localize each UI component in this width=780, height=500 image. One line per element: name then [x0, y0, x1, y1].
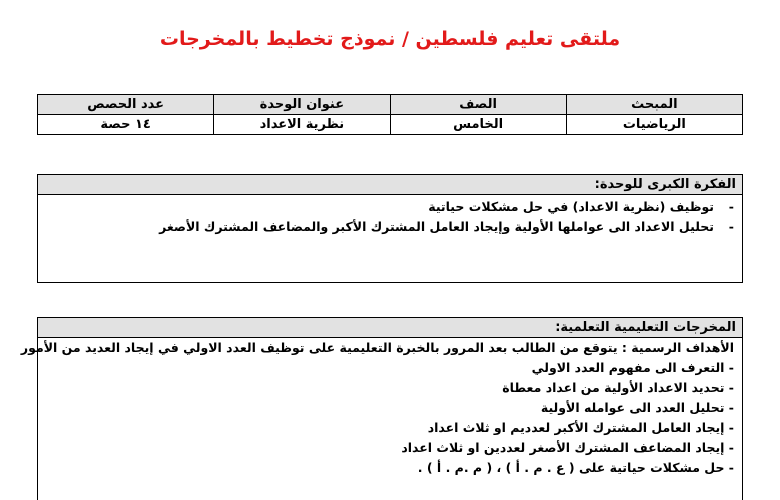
- value-subject: الرياضيات: [566, 115, 742, 135]
- list-item: - تحليل الاعداد الى عواملها الأولية وإيجاد العامل المشترك الأكبر والمضاعف المشترك الأصغر: [46, 217, 734, 237]
- big-idea-section: [37, 174, 743, 283]
- table-header-row: [38, 95, 743, 115]
- big-idea-heading: الفكرة الكبرى للوحدة:: [38, 175, 742, 195]
- list-item: - تحديد الاعداد الأولية من اعداد معطاة: [502, 380, 734, 395]
- table-row: [38, 115, 743, 135]
- list-item: - التعرف الى مفهوم العدد الاولي: [531, 360, 734, 375]
- unit-info-table: [37, 94, 743, 135]
- page-title: ملتقى تعليم فلسطين / نموذج تخطيط بالمخرجات: [159, 28, 621, 50]
- value-unit-title: نظرية الاعداد: [214, 115, 390, 135]
- header-lesson-count: عدد الحصص: [38, 95, 214, 115]
- header-grade: الصف: [390, 95, 566, 115]
- outcomes-section: [20, 317, 743, 500]
- outcomes-intro: الأهداف الرسمية : يتوقع من الطالب بعد المرور بالخبرة التعليمية على توظيف العدد الاولي في إيجاد العديد من الأمور: [20, 340, 734, 355]
- outcomes-heading: المخرجات التعليمية التعلمية:: [38, 318, 742, 338]
- list-item: - حل مشكلات حياتية على ( ع . م . أ ) ، ( م .م . أ ) .: [417, 460, 734, 475]
- list-item: - تحليل العدد الى عوامله الأولية: [540, 400, 734, 415]
- header-subject: المبحث: [566, 95, 742, 115]
- value-lesson-count: ١٤ حصة: [38, 115, 214, 135]
- list-item: - توظيف (نظرية الاعداد) في حل مشكلات حياتية: [46, 197, 734, 217]
- list-item: - إيجاد العامل المشترك الأكبر لعدديم او ثلاث اعداد: [427, 420, 734, 435]
- list-item: - إيجاد المضاعف المشترك الأصغر لعددين او ثلاث اعداد: [401, 440, 734, 455]
- header-unit-title: عنوان الوحدة: [214, 95, 390, 115]
- value-grade: الخامس: [390, 115, 566, 135]
